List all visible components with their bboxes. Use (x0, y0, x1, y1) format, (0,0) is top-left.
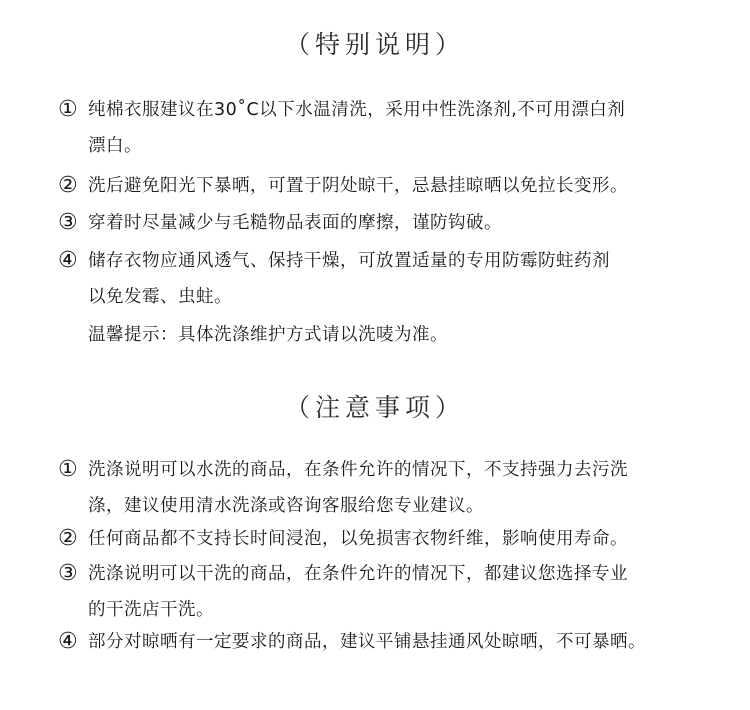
item-text-continued: 的干洗店干洗。 (88, 600, 214, 620)
item-text: 部分对晾晒有一定要求的商品，建议平铺悬挂通风处晾晒，不可暴晒。 (88, 632, 646, 652)
item-text: 纯棉衣服建议在30˚C以下水温清洗，采用中性洗涤剂,不可用漂白剂 (88, 100, 626, 120)
special-item-2 (58, 168, 718, 204)
item-text: 穿着时尽量减少与毛糙物品表面的摩擦，谨防钩破。 (88, 213, 502, 233)
item-text: 洗涤说明可以干洗的商品，在条件允许的情况下，都建议您选择专业 (88, 564, 628, 584)
item-number: ④ (58, 248, 79, 273)
caution-item-1 (58, 452, 718, 524)
item-number: ① (58, 97, 79, 122)
item-text-continued: 漂白。 (88, 136, 142, 156)
caution-item-3 (58, 556, 718, 628)
item-text: 任何商品都不支持长时间浸泡，以免损害衣物纤维，影响使用寿命。 (88, 529, 628, 549)
item-text: 洗后避免阳光下暴晒，可置于阴处晾干，忌悬挂晾晒以免拉长变形。 (88, 176, 628, 196)
special-item-1 (58, 92, 718, 164)
special-item-4 (58, 243, 718, 315)
item-number: ④ (58, 629, 79, 654)
item-text-continued: 以免发霉、虫蛀。 (88, 287, 232, 307)
item-number: ② (58, 173, 79, 198)
item-number: ③ (58, 210, 79, 235)
caution-item-2 (58, 521, 718, 557)
item-number: ② (58, 526, 79, 551)
item-text: 储存衣物应通风透气、保持干燥，可放置适量的专用防霉防蛀药剂 (88, 251, 610, 271)
caution-item-4 (58, 624, 718, 660)
item-number: ③ (58, 561, 79, 586)
caution-title: （注意事项） (284, 393, 465, 422)
special-notes-title: （特别说明） (284, 30, 465, 59)
warm-tip-note: 温馨提示：具体洗涤维护方式请以洗唛为准。 (88, 325, 448, 345)
item-text-continued: 涤，建议使用清水洗涤或咨询客服给您专业建议。 (88, 496, 484, 516)
special-item-3 (58, 205, 718, 241)
item-text: 洗涤说明可以水洗的商品，在条件允许的情况下，不支持强力去污洗 (88, 460, 628, 480)
item-number: ① (58, 457, 79, 482)
